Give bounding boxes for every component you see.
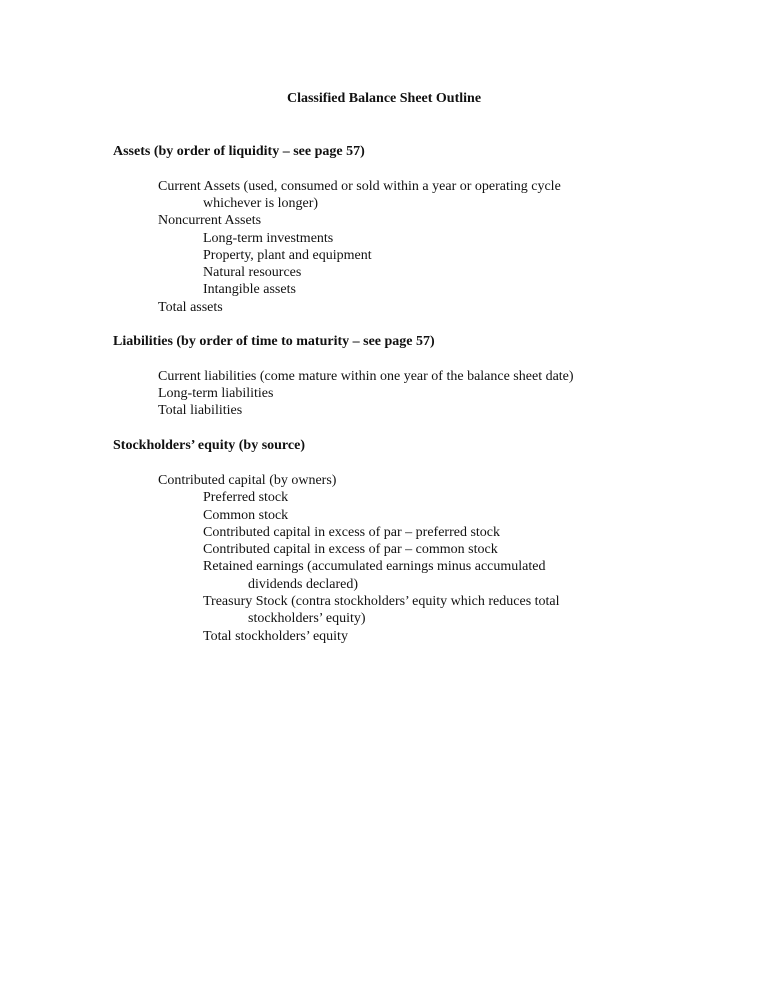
current-assets-line: Current Assets (used, consumed or sold within a year or operating cycle: [158, 179, 561, 194]
document-title: Classified Balance Sheet Outline: [286, 91, 482, 106]
intangible-assets-line: Intangible assets: [203, 282, 296, 297]
retained-earnings-line: Retained earnings (accumulated earnings minus accumulated: [203, 559, 546, 574]
liabilities-heading: Liabilities (by order of time to maturity – see page 57): [113, 334, 435, 349]
equity-heading: Stockholders’ equity (by source): [113, 438, 305, 453]
noncurrent-assets-line: Noncurrent Assets: [158, 213, 262, 228]
natural-resources-line: Natural resources: [203, 265, 302, 280]
current-assets-continuation: whichever is longer): [203, 196, 319, 211]
preferred-stock-line: Preferred stock: [203, 490, 289, 505]
assets-heading: Assets (by order of liquidity – see page 57): [113, 144, 365, 159]
excess-preferred-line: Contributed capital in excess of par – preferred stock: [203, 525, 501, 540]
total-liabilities-line: Total liabilities: [158, 403, 243, 418]
total-assets-line: Total assets: [158, 300, 223, 315]
contributed-capital-line: Contributed capital (by owners): [158, 473, 337, 488]
excess-common-line: Contributed capital in excess of par – common stock: [203, 542, 498, 557]
long-term-liabilities-line: Long-term liabilities: [158, 386, 274, 401]
ppe-line: Property, plant and equipment: [203, 248, 372, 263]
current-liabilities-line: Current liabilities (come mature within one year of the balance sheet date): [158, 369, 574, 384]
treasury-stock-continuation: stockholders’ equity): [248, 611, 366, 626]
long-term-investments-line: Long-term investments: [203, 231, 334, 246]
treasury-stock-line: Treasury Stock (contra stockholders’ equity which reduces total: [203, 594, 560, 609]
retained-earnings-continuation: dividends declared): [248, 577, 359, 592]
total-equity-line: Total stockholders’ equity: [203, 629, 348, 644]
common-stock-line: Common stock: [203, 508, 289, 523]
